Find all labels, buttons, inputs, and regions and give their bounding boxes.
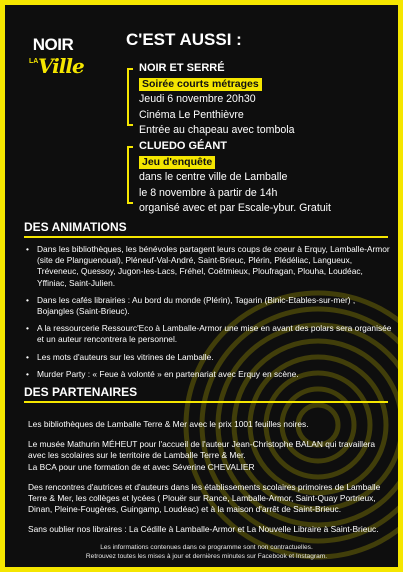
partner-paragraph: Sans oublier nos libraires : La Cédille à Lamballe-Armor et La Nouvelle Libraire à Saint-Brieuc.: [28, 524, 379, 535]
event2-organizer: organisé avec et par Escale-ybur. Gratuit: [139, 202, 331, 214]
animations-heading: DES ANIMATIONS: [24, 220, 127, 234]
logo-word-la: LA: [29, 58, 39, 65]
logo-word-noir: NOIR: [32, 35, 74, 54]
footer-disclaimer: [25, 543, 388, 561]
event-cluedo-geant: [139, 139, 331, 217]
logo-word-ville: Ville: [38, 54, 84, 78]
list-item: • Dans les bibliothèques, les bénévoles partagent leurs coups de coeur à Erquy, Lamballe-Armor (site de Planguenoual), Pléneuf-Val-André, Saint-Brieuc, Plérin, Plédéliac, Langueux, Tréveneuc, Quessoy, Jugon-les-Lacs, Fréhel, Coëtmieux, Ploufragan, Plouha, Loudéac, Yffiniac, Saint-Julien.: [23, 244, 393, 289]
animations-rule: [24, 236, 388, 238]
partner-paragraph: La BCA pour une formation de et avec Séverine CHEVALIER: [28, 461, 255, 472]
event2-title: CLUEDO GÉANT: [139, 140, 227, 152]
event-noir-et-serre: [139, 61, 294, 139]
event2-date: le 8 novembre à partir de 14h: [139, 186, 278, 199]
event2-location: dans le centre ville de Lamballe: [139, 171, 288, 183]
partners-rule: [24, 401, 388, 403]
event1-venue: Cinéma Le Penthièvre: [139, 108, 244, 121]
event1-date: Jeudi 6 novembre 20h30: [139, 93, 256, 105]
event1-entry: Entrée au chapeau avec tombola: [139, 124, 295, 136]
partner-paragraph: Le musée Mathurin MÉHEUT pour l'accueil de l'auteur Jean-Christophe BALAN qui travaillera avec les scolaires sur le territoire de Lamballe Terre & Mer.: [28, 439, 376, 461]
list-item: • Les mots d'auteurs sur les vitrines de Lamballe.: [23, 352, 393, 363]
partners-text: [28, 419, 388, 545]
noir-la-ville-logo: [19, 25, 87, 93]
event2-bracket: [127, 146, 133, 204]
partner-paragraph: Les bibliothèques de Lamballe Terre & Mer avec le prix 1001 feuilles noires.: [28, 419, 309, 429]
event1-title: NOIR ET SERRÉ: [139, 62, 225, 74]
event1-bracket: [127, 68, 133, 126]
page-title: C'EST AUSSI :: [126, 30, 242, 49]
animations-list: [23, 244, 393, 386]
list-item: • A la ressourcerie Ressourc'Eco à Lamballe-Armor une mise en avant des polars sera organisée et un auteur rencontrera le personnel.: [23, 323, 393, 345]
event2-tag: Jeu d'enquête: [139, 156, 215, 169]
partner-paragraph: Des rencontres d'autrices et d'auteurs dans les établissements scolaires primoires de Lamballe Terre & Mer, les collèges et lycées ( Plouër sur Rance, Lamballe-Armor, Saint-Quay Portrieux, Dinan, Pleine-Fougères, Guingamp, Loudéac) et à la maison d'arrêt de Saint-Brieuc.: [28, 481, 381, 515]
event1-tag: Soirée courts métrages: [139, 78, 262, 91]
footer-line-2: Retrouvez toutes les mises à jour et dernières minutes sur Facebook et Instagram.: [85, 553, 328, 560]
partners-heading: DES PARTENAIRES: [24, 385, 138, 399]
list-item: • Dans les cafés librairies : Au bord du monde (Plérin), Tagarin (Binic-Etables-sur-mer) , Bojangles (Saint-Brieuc).: [23, 295, 393, 317]
footer-line-1: Les informations contenues dans ce programme sont non contractuelles.: [100, 544, 313, 551]
list-item: • Murder Party : « Feue à volonté » en partenariat avec Erquy en scène.: [23, 369, 393, 380]
